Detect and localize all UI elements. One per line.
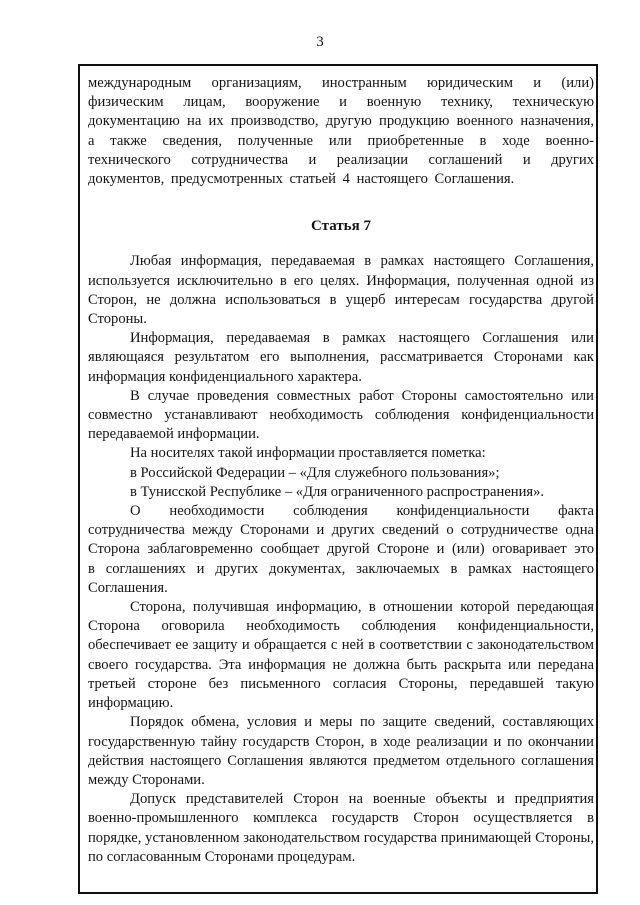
paragraph-state-secret: Порядок обмена, условия и меры по защите сведений, составляющих государственную тайну государств Сторон, в ходе реализации и по окончании действия настоящего Соглашения являются предметом отдельного соглашения между Сторонами.: [88, 714, 594, 788]
paragraph-access: Допуск представителей Сторон на военные объекты и предприятия военно-промышленного комплекса государств Сторон осуществляется в порядке, установленном законодательством государства принимающей Стороны, по согласованным Сторонами процедурам.: [88, 791, 594, 865]
paragraph-joint-works: В случае проведения совместных работ Стороны самостоятельно или совместно устанавливают необходимость соблюдения конфиденциальности передаваемой информации.: [88, 387, 594, 443]
paragraph-usage: Любая информация, передаваемая в рамках настоящего Соглашения, используется исключительно в его целях. Информация, полученная одной из Сторон, не должна использоваться в ущерб интересам государства другой Стороны.: [88, 253, 594, 328]
paragraph-marking: На носителях такой информации проставляется пометка:: [130, 445, 486, 462]
intro-paragraph: международным организациям, иностранным юридическим и (или) физическим лицам, вооружение и военную технику, техническую документацию на их производство, другую продукцию военного назначения, а также сведения, полученные или приобретенные в ходе военно-технического сотрудничества и реализации соглашений и других документов, предусмотренных статьей 4 настоящего Соглашения.: [88, 75, 594, 188]
paragraph-cooperation-fact: О необходимости соблюдения конфиденциальности факта сотрудничества между Сторонами и других сведений о сотрудничестве одна Сторона заблаговременно сообщает другой Стороне и (или) оговаривает это в соглашениях и других документах, заключаемых в рамках настоящего Соглашения.: [88, 503, 594, 596]
paragraph-receiving-party: Сторона, получившая информацию, в отношении которой передающая Сторона оговорила необходимость соблюдения конфиденциальности, обеспечивает ее защиту и обращается с ней в соответствии с законодательством своего государства. Эта информация не должна быть раскрыта или передана третьей стороне без письменного согласия Стороны, передавшей такую информацию.: [88, 599, 594, 712]
paragraph-marking-tunisia: в Тунисской Республике – «Для ограниченного распространения».: [130, 483, 545, 500]
article-heading: Статья 7: [311, 218, 371, 235]
document-body: [88, 74, 594, 867]
paragraph-confidential-nature: Информация, передаваемая в рамках настоящего Соглашения или являющаяся результатом его выполнения, рассматривается Сторонами как информация конфиденциального характера.: [88, 330, 594, 385]
paragraph-marking-russia: в Российской Федерации – «Для служебного пользования»;: [130, 464, 500, 481]
page-number: 3: [316, 34, 324, 50]
